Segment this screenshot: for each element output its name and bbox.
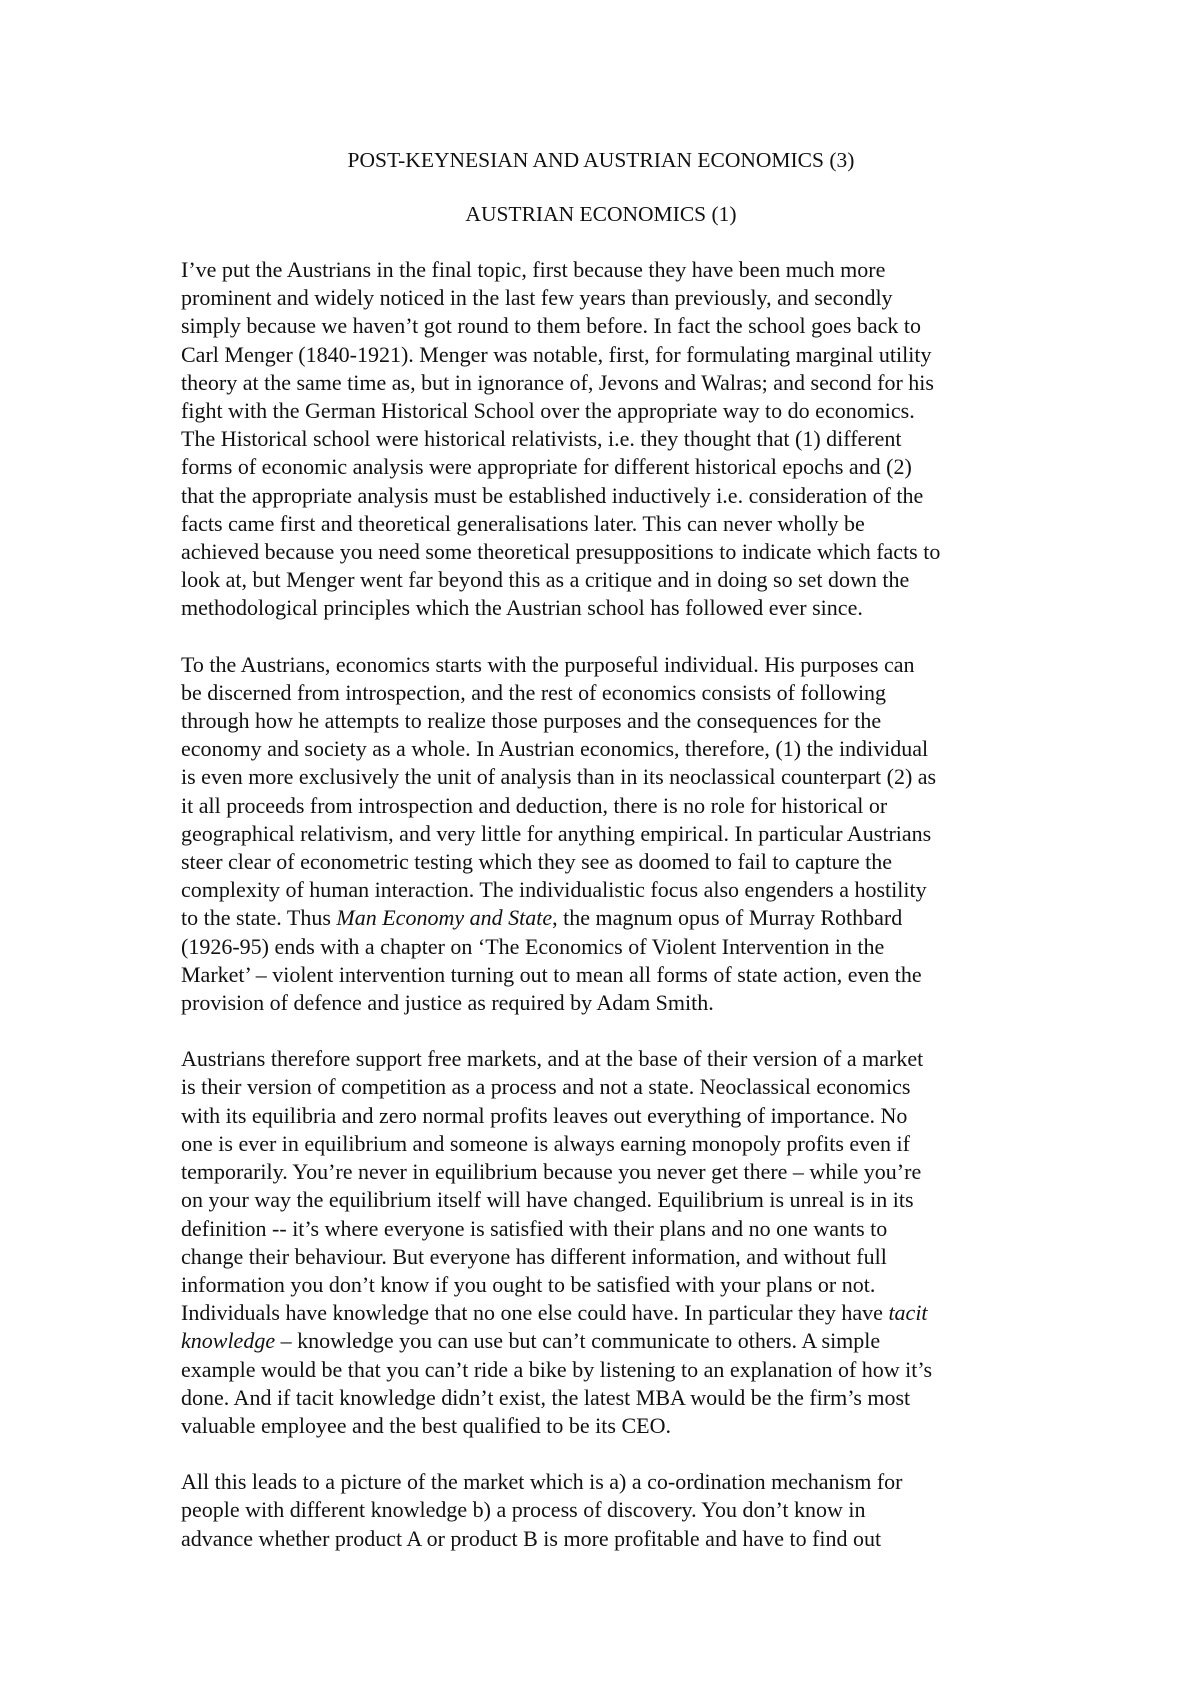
- paragraph-line: complexity of human interaction. The individualistic focus also engenders a hostility: [181, 877, 927, 903]
- document-subtitle: AUSTRIAN ECONOMICS (1): [465, 202, 737, 226]
- paragraph-line: geographical relativism, and very little for anything empirical. In particular Austrians: [181, 820, 932, 846]
- paragraph-line: prominent and widely noticed in the last few years than previously, and secondly: [181, 285, 893, 311]
- paragraph-line: To the Austrians, economics starts with the purposeful individual. His purposes can: [181, 651, 915, 677]
- paragraph-line: is their version of competition as a process and not a state. Neoclassical economics: [181, 1074, 911, 1100]
- paragraph-line: (1926-95) ends with a chapter on ‘The Economics of Violent Intervention in the: [181, 933, 885, 959]
- document-body: [181, 146, 1021, 1553]
- paragraph-line: All this leads to a picture of the market which is a) a co-ordination mechanism for: [181, 1469, 903, 1495]
- paragraph-line: methodological principles which the Austrian school has followed ever since.: [181, 595, 863, 621]
- paragraph-line: simply because we haven’t got round to them before. In fact the school goes back to: [181, 313, 922, 339]
- paragraph-line: on your way the equilibrium itself will have changed. Equilibrium is unreal is in its: [181, 1187, 914, 1213]
- paragraph-line: example would be that you can’t ride a bike by listening to an explanation of how it’s: [181, 1356, 933, 1382]
- paragraph-line-with-term: [181, 1299, 1021, 1327]
- paragraph-line: facts came first and theoretical generalisations later. This can never wholly be: [181, 510, 865, 536]
- paragraph-line: provision of defence and justice as required by Adam Smith.: [181, 990, 714, 1016]
- paragraph-line-with-book-title: [181, 904, 1021, 932]
- paragraph-line: done. And if tacit knowledge didn’t exist, the latest MBA would be the firm’s most: [181, 1384, 911, 1410]
- text-run: , the magnum opus of Murray Rothbard: [552, 905, 903, 931]
- paragraph-1: [181, 256, 1021, 623]
- document-title: POST-KEYNESIAN AND AUSTRIAN ECONOMICS (3): [347, 148, 855, 172]
- paragraph-line: theory at the same time as, but in ignorance of, Jevons and Walras; and second for his: [181, 369, 934, 395]
- paragraph-line: that the appropriate analysis must be established inductively i.e. consideration of the: [181, 482, 924, 508]
- paragraph-line: Market’ – violent intervention turning out to mean all forms of state action, even the: [181, 961, 922, 987]
- paragraph-line: forms of economic analysis were appropriate for different historical epochs and (2): [181, 454, 912, 480]
- paragraph-line: I’ve put the Austrians in the final topic, first because they have been much more: [181, 257, 886, 282]
- paragraph-line: advance whether product A or product B is more profitable and have to find out: [181, 1525, 882, 1551]
- paragraph-line: with its equilibria and zero normal profits leaves out everything of importance. No: [181, 1102, 908, 1128]
- paragraph-line: economy and society as a whole. In Austrian economics, therefore, (1) the individual: [181, 736, 929, 762]
- paragraph-line: look at, but Menger went far beyond this as a critique and in doing so set down the: [181, 567, 910, 593]
- paragraph-line: Austrians therefore support free markets, and at the base of their version of a market: [181, 1046, 924, 1072]
- paragraph-line: definition -- it’s where everyone is satisfied with their plans and no one wants to: [181, 1215, 888, 1241]
- text-run: to the state. Thus: [181, 905, 337, 931]
- paragraph-line: people with different knowledge b) a process of discovery. You don’t know in: [181, 1497, 866, 1523]
- paragraph-line: change their behaviour. But everyone has different information, and without full: [181, 1243, 887, 1269]
- paragraph-line: fight with the German Historical School over the appropriate way to do economics.: [181, 398, 915, 424]
- paragraph-3: [181, 1045, 1021, 1440]
- paragraph-line: valuable employee and the best qualified to be its CEO.: [181, 1412, 671, 1438]
- paragraph-line: one is ever in equilibrium and someone is always earning monopoly profits even if: [181, 1130, 910, 1156]
- text-run: Individuals have knowledge that no one else could have. In particular they have: [181, 1300, 889, 1326]
- paragraph-line: it all proceeds from introspection and deduction, there is no role for historical or: [181, 792, 888, 818]
- paragraph-4: [181, 1468, 1021, 1553]
- paragraph-line: be discerned from introspection, and the rest of economics consists of following: [181, 679, 887, 705]
- term-emphasis: tacit: [888, 1300, 928, 1326]
- term-emphasis: knowledge: [181, 1328, 276, 1354]
- paragraph-line: achieved because you need some theoretical presuppositions to indicate which facts to: [181, 539, 941, 565]
- paragraph-line-with-term: [181, 1327, 1021, 1355]
- paragraph-line: steer clear of econometric testing which they see as doomed to fail to capture the: [181, 849, 893, 875]
- paragraph-line: Carl Menger (1840-1921). Menger was notable, first, for formulating marginal utility: [181, 341, 932, 367]
- book-title: Man Economy and State: [336, 905, 553, 931]
- paragraph-line: information you don’t know if you ought to be satisfied with your plans or not.: [181, 1271, 876, 1297]
- paragraph-2: [181, 651, 1021, 1018]
- paragraph-line: temporarily. You’re never in equilibrium because you never get there – while you’re: [181, 1159, 922, 1185]
- paragraph-line: is even more exclusively the unit of analysis than in its neoclassical counterpart (2) as: [181, 764, 937, 790]
- paragraph-line: The Historical school were historical relativists, i.e. they thought that (1) different: [181, 426, 902, 452]
- paragraph-line: through how he attempts to realize those purposes and the consequences for the: [181, 708, 882, 734]
- text-run: – knowledge you can use but can’t communicate to others. A simple: [275, 1328, 881, 1354]
